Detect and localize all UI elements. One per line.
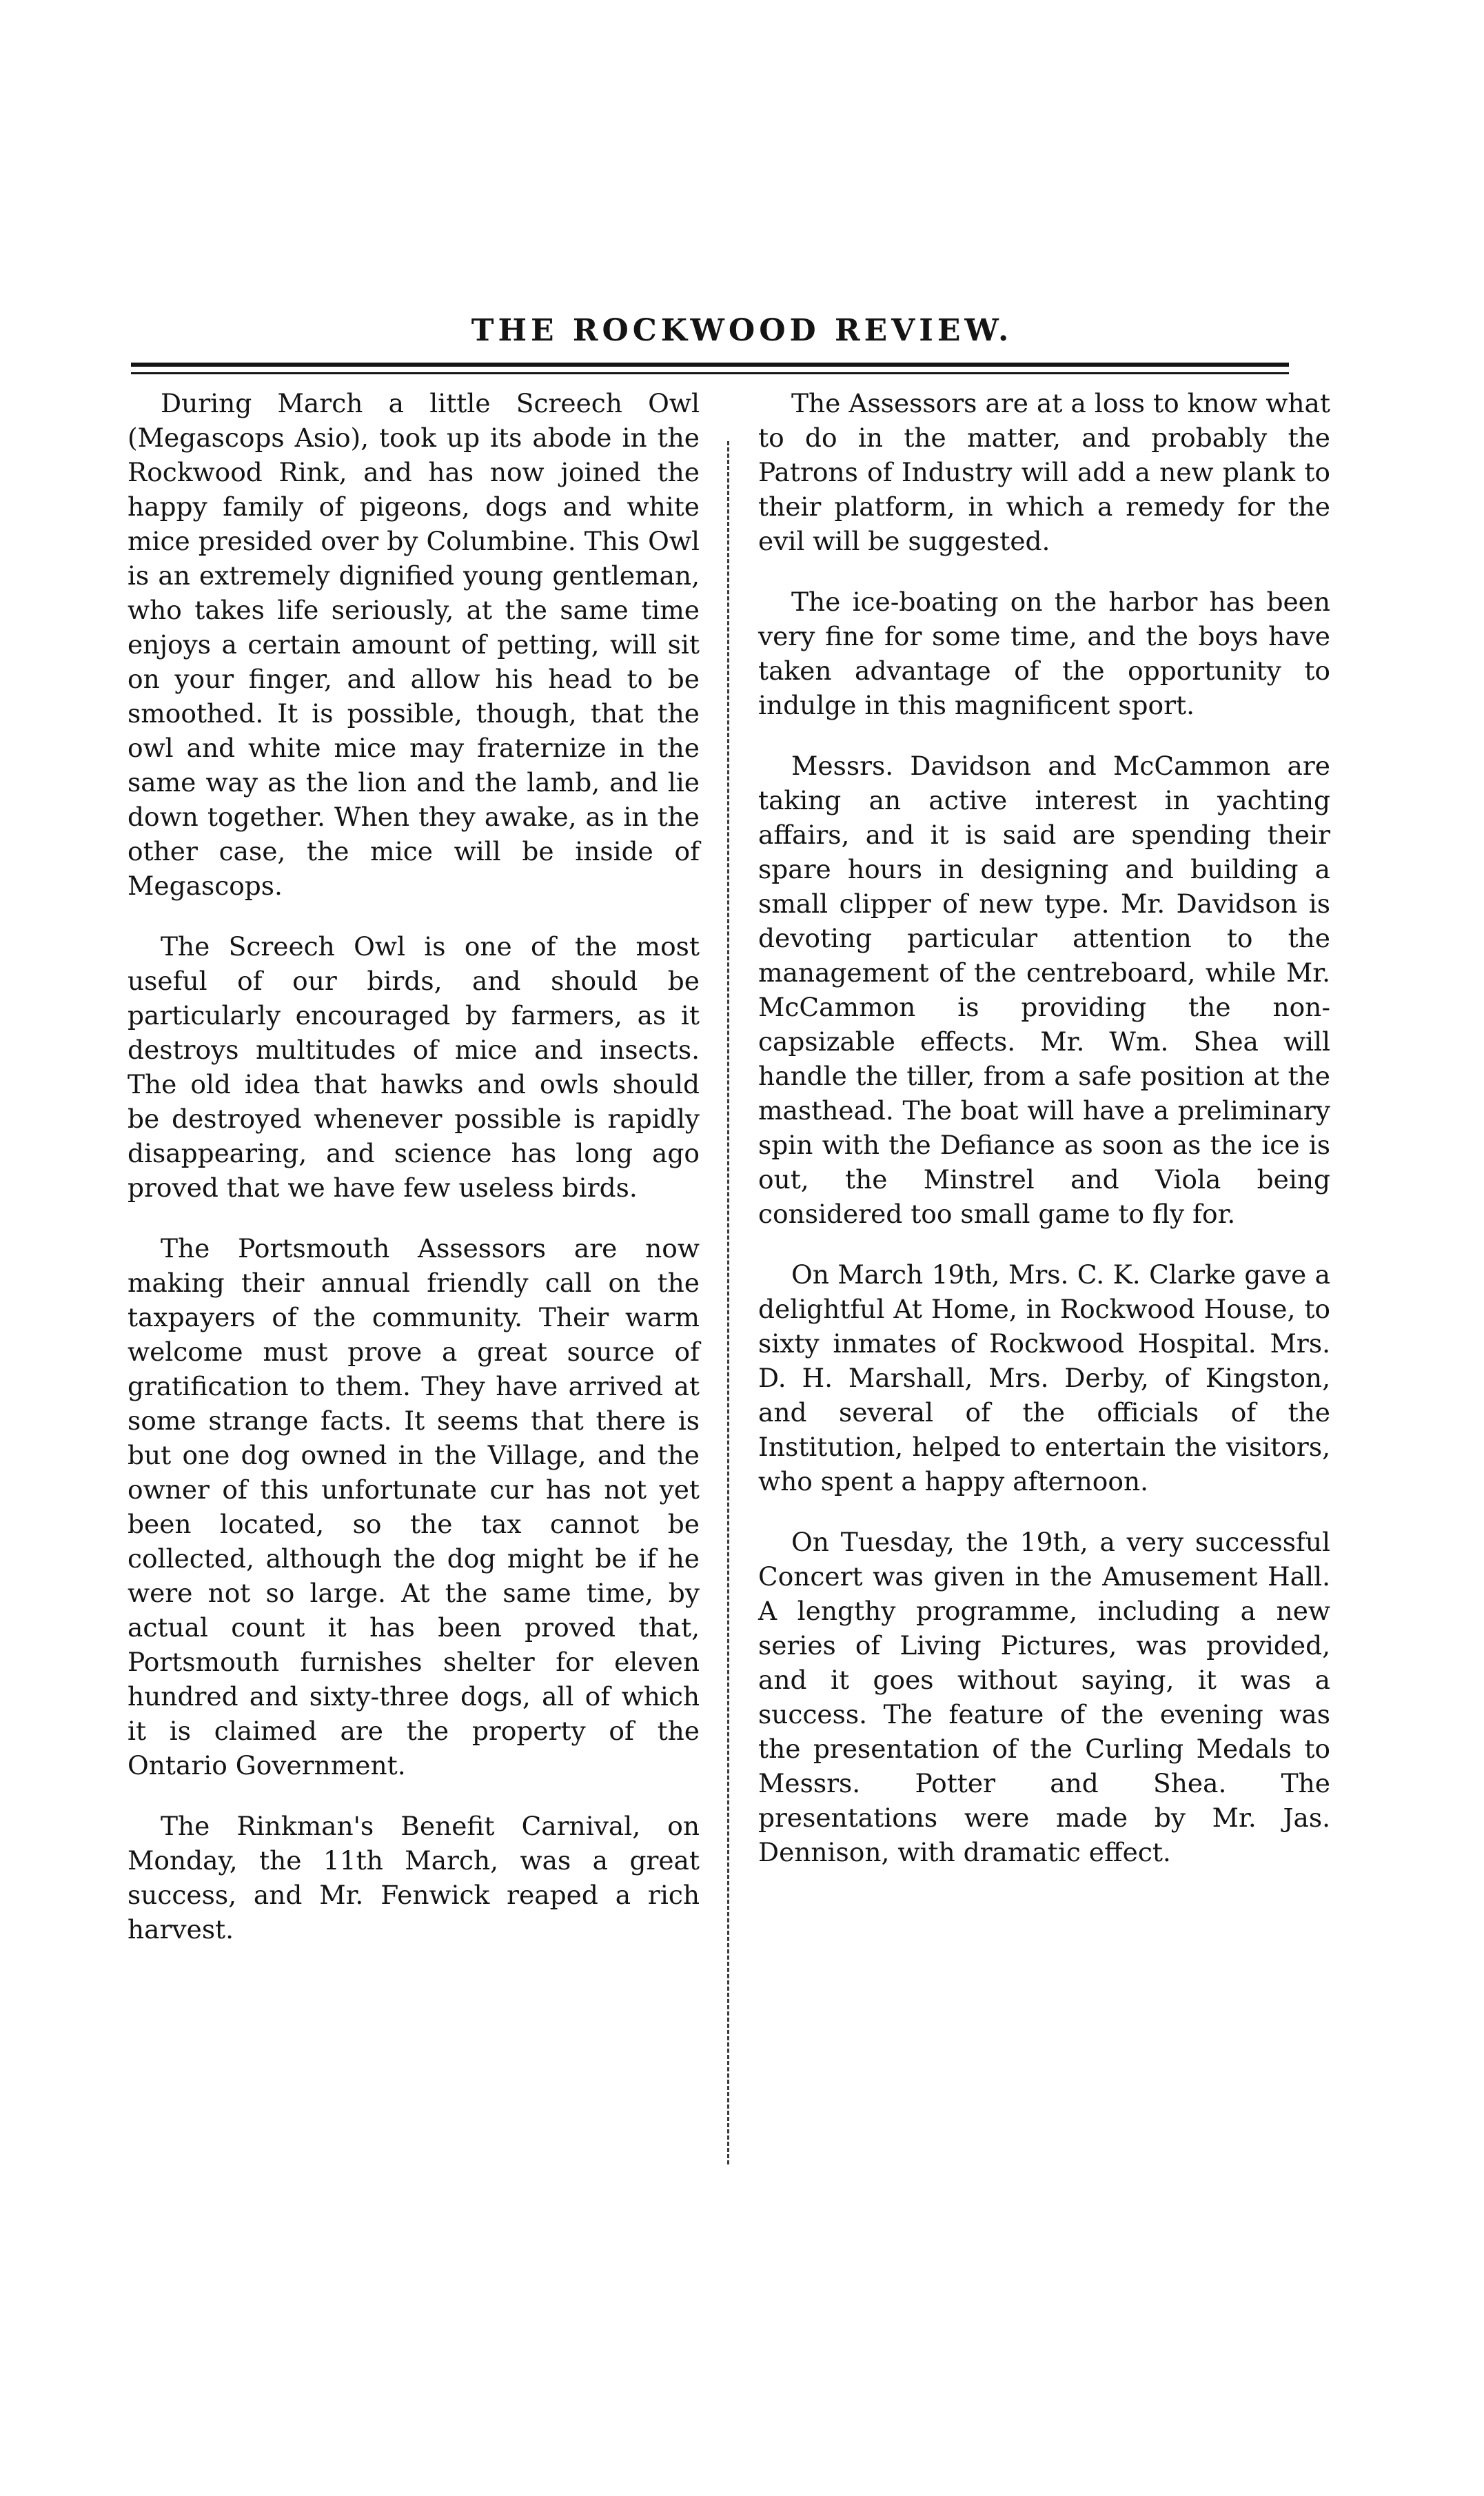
paragraph-rinkman-carnival: The Rinkman's Benefit Carnival, on Monday, the 11th March, was a great success, and Mr. Fenwick reaped a rich harvest.: [128, 1811, 700, 1945]
left-column: [128, 386, 700, 1947]
masthead-rule-thick: [131, 363, 1289, 367]
paragraph-concert: On Tuesday, the 19th, a very successful Concert was given in the Amusement Hall. A lengthy programme, including a new series of Living Pictures, was provided, and it goes without saying, it was a success. The feature of the evening was the presentation of the Curling Medals to Messrs. Potter and Shea. The presentations were made by Mr. Jas. Dennison, with dramatic effect.: [758, 1527, 1330, 1867]
paragraph-davidson-mccammon: Messrs. Davidson and McCammon are taking an active interest in yachting affairs, and it is said are spending their spare hours in designing and building a small clipper of new type. Mr. Davidson is devoting particular attention to the management of the centreboard, while Mr. McCammon is providing the non-capsizable effects. Mr. Wm. Shea will handle the tiller, from a safe position at the masthead. The boat will have a preliminary spin with the Defiance as soon as the ice is out, the Minstrel and Viola being considered too small game to fly for.: [758, 751, 1330, 1229]
paragraph-ice-boating: The ice-boating on the harbor has been very fine for some time, and the boys have taken advantage of the opportunity to indulge in this magnificent sport.: [758, 587, 1330, 720]
paragraph-portsmouth-assessors: The Portsmouth Assessors are now making their annual friendly call on the taxpayers of the community. Their warm welcome must prove a great source of gratification to them. They have arrived at some strange facts. It seems that there is but one dog owned in the Village, and the owner of this unfortunate cur has not yet been located, so the tax cannot be collected, although the dog might be if he were not so large. At the same time, by actual count it has been proved that, Portsmouth furnishes shelter for eleven hundred and sixty-three dogs, all of which it is claimed are the property of the Ontario Government.: [128, 1233, 700, 1780]
masthead-title: THE ROCKWOOD REVIEW.: [471, 313, 1013, 348]
right-column: [758, 386, 1330, 1869]
column-divider: [727, 441, 729, 2164]
paragraph-at-home: On March 19th, Mrs. C. K. Clarke gave a delightful At Home, in Rockwood House, to sixty inmates of Rockwood Hospital. Mrs. D. H. Marshall, Mrs. Derby, of Kingston, and several of the officials of the Institution, helped to entertain the visitors, who spent a happy afternoon.: [758, 1259, 1330, 1496]
paragraph-screech-owl-rink: During March a little Screech Owl (Megascops Asio), took up its abode in the Rockwood Rink, and has now joined the happy family of pigeons, dogs and white mice presided over by Columbine. This Owl is an extremely dignified young gentleman, who takes life seriously, at the same time enjoys a certain amount of petting, will sit on your finger, and allow his head to be smoothed. It is possible, though, that the owl and white mice may fraternize in the same way as the lion and the lamb, and lie down together. When they awake, as in the other case, the mice will be inside of Megascops.: [128, 388, 700, 901]
masthead-rule-thin: [131, 372, 1289, 374]
paragraph-assessors-loss: The Assessors are at a loss to know what to do in the matter, and probably the Patrons of Industry will add a new plank to their platform, in which a remedy for the evil will be suggested.: [758, 388, 1330, 556]
paragraph-screech-owl-useful: The Screech Owl is one of the most useful of our birds, and should be particularly encouraged by farmers, as it destroys multitudes of mice and insects. The old idea that hawks and owls should be destroyed whenever possible is rapidly disappearing, and science has long ago proved that we have few useless birds.: [128, 931, 700, 1203]
